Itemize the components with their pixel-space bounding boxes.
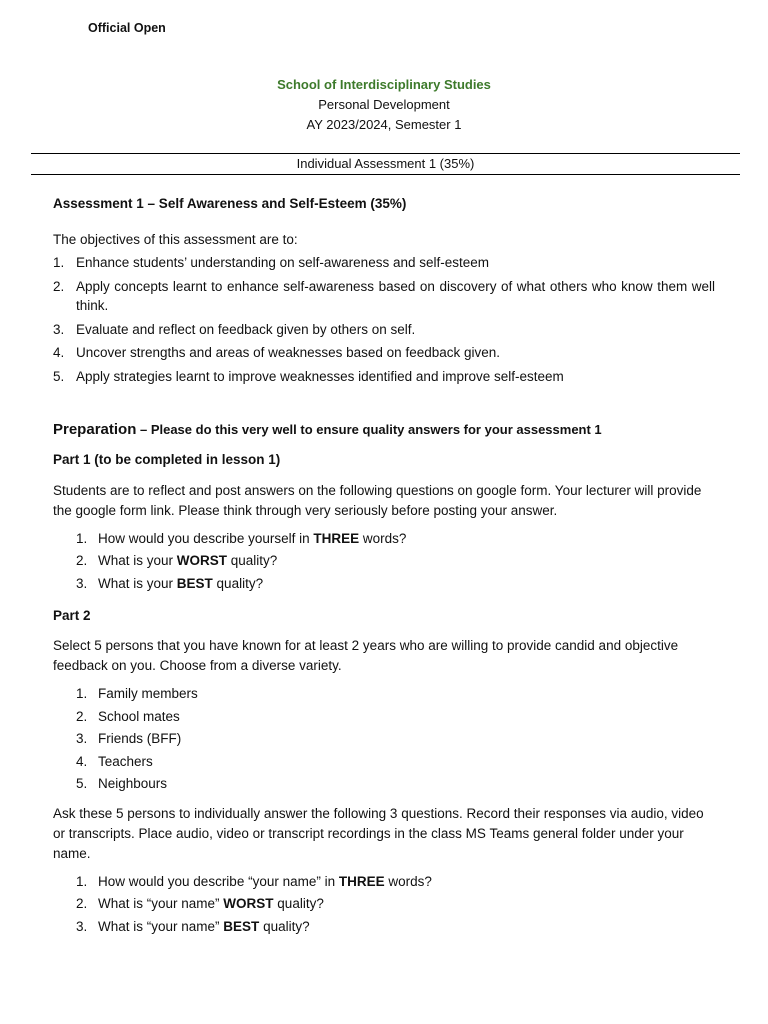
question-emphasis: THREE — [338, 873, 385, 889]
list-item — [53, 894, 715, 914]
list-number: 2. — [76, 553, 88, 569]
document-body — [53, 194, 715, 937]
list-text — [98, 529, 715, 549]
document-header — [0, 76, 768, 135]
classification-label: Official Open — [88, 21, 166, 35]
list-item — [53, 729, 715, 749]
question-emphasis: BEST — [176, 575, 213, 591]
list-number: 4. — [53, 345, 65, 361]
question-text: words? — [384, 873, 432, 889]
list-text — [98, 551, 715, 571]
part2-instructions: Select 5 persons that you have known for at least 2 years who are willing to provide candid and objective feedback on you. Choose from a diverse variety. — [53, 638, 679, 674]
list-number: 1. — [76, 873, 88, 889]
objectives-list — [53, 253, 715, 386]
part2-ask-instructions: Ask these 5 persons to individually answer the following 3 questions. Record their responses via audio, video or transcripts. Place audio, video or transcript recordings in the class MS Teams general folder under your name. — [53, 805, 704, 861]
list-item — [53, 367, 715, 387]
preparation-subtitle: – Please do this very well to ensure quality answers for your assessment 1 — [136, 421, 602, 437]
list-text: Uncover strengths and areas of weaknesses based on feedback given. — [76, 345, 501, 361]
list-item — [53, 529, 715, 549]
list-item — [53, 752, 715, 772]
assessment-banner: Individual Assessment 1 (35%) — [31, 153, 740, 175]
list-item — [53, 277, 715, 316]
list-number: 3. — [76, 575, 88, 591]
list-number: 4. — [76, 753, 88, 769]
list-text: School mates — [98, 708, 180, 724]
question-emphasis: BEST — [223, 919, 260, 934]
module-name: Personal Development — [318, 96, 450, 112]
list-number: 1. — [53, 255, 65, 271]
list-item — [53, 917, 715, 937]
list-item — [53, 707, 715, 727]
preparation-heading — [53, 419, 715, 441]
list-item — [53, 684, 715, 704]
preparation-title: Preparation — [53, 420, 137, 438]
question-text: quality? — [212, 575, 264, 591]
question-text: What is your — [98, 575, 177, 591]
list-number: 3. — [76, 919, 88, 934]
question-text: words? — [359, 530, 407, 546]
part2-questions — [53, 872, 715, 937]
list-item — [53, 320, 715, 340]
question-emphasis: THREE — [313, 530, 360, 546]
list-text: Friends (BFF) — [98, 731, 182, 747]
list-text: Neighbours — [98, 776, 168, 792]
question-emphasis: WORST — [176, 553, 228, 569]
question-text: quality? — [227, 553, 278, 569]
question-text: quality? — [273, 896, 324, 912]
list-number: 2. — [76, 896, 88, 912]
part1-heading: Part 1 (to be completed in lesson 1) — [53, 452, 281, 468]
list-number: 1. — [76, 686, 88, 702]
question-text: What is “your name” — [98, 919, 224, 934]
list-text: Teachers — [98, 753, 153, 769]
list-text: Evaluate and reflect on feedback given by others on self. — [76, 321, 416, 337]
part1-questions — [53, 529, 715, 594]
assessment-heading: Assessment 1 – Self Awareness and Self-Esteem (35%) — [53, 196, 407, 211]
list-text — [98, 894, 715, 914]
list-item — [53, 872, 715, 892]
list-number: 5. — [53, 368, 65, 384]
list-text — [98, 917, 715, 937]
list-item — [53, 574, 715, 594]
list-number: 1. — [76, 530, 88, 546]
list-text — [98, 872, 715, 892]
list-text: Apply concepts learnt to enhance self-awareness based on discovery of what others who know them well think. — [76, 278, 715, 314]
list-item — [53, 774, 715, 794]
objectives-intro: The objectives of this assessment are to: — [53, 231, 298, 247]
part2-heading: Part 2 — [53, 607, 91, 623]
list-item — [53, 551, 715, 571]
question-emphasis: WORST — [223, 896, 274, 912]
list-text: Family members — [98, 686, 198, 702]
list-number: 2. — [76, 708, 88, 724]
list-number: 3. — [53, 321, 65, 337]
question-text: How would you describe “your name” in — [98, 873, 339, 889]
question-text: quality? — [259, 919, 310, 934]
list-text: Enhance students’ understanding on self-awareness and self-esteem — [76, 255, 490, 271]
question-text: What is “your name” — [98, 896, 224, 912]
question-text: What is your — [98, 553, 177, 569]
list-text — [98, 574, 715, 594]
school-name: School of Interdisciplinary Studies — [277, 77, 491, 92]
list-text: Apply strategies learnt to improve weaknesses identified and improve self-esteem — [76, 368, 564, 384]
academic-term: AY 2023/2024, Semester 1 — [306, 116, 462, 132]
list-number: 3. — [76, 731, 88, 747]
list-number: 2. — [53, 278, 65, 294]
question-text: How would you describe yourself in — [98, 530, 314, 546]
list-item — [53, 343, 715, 363]
list-item — [53, 253, 715, 273]
list-number: 5. — [76, 776, 88, 792]
part1-instructions: Students are to reflect and post answers on the following questions on google form. Your lecturer will provide the google form link. Please think through very seriously before posting your answer. — [53, 482, 702, 518]
part2-persons — [53, 684, 715, 794]
